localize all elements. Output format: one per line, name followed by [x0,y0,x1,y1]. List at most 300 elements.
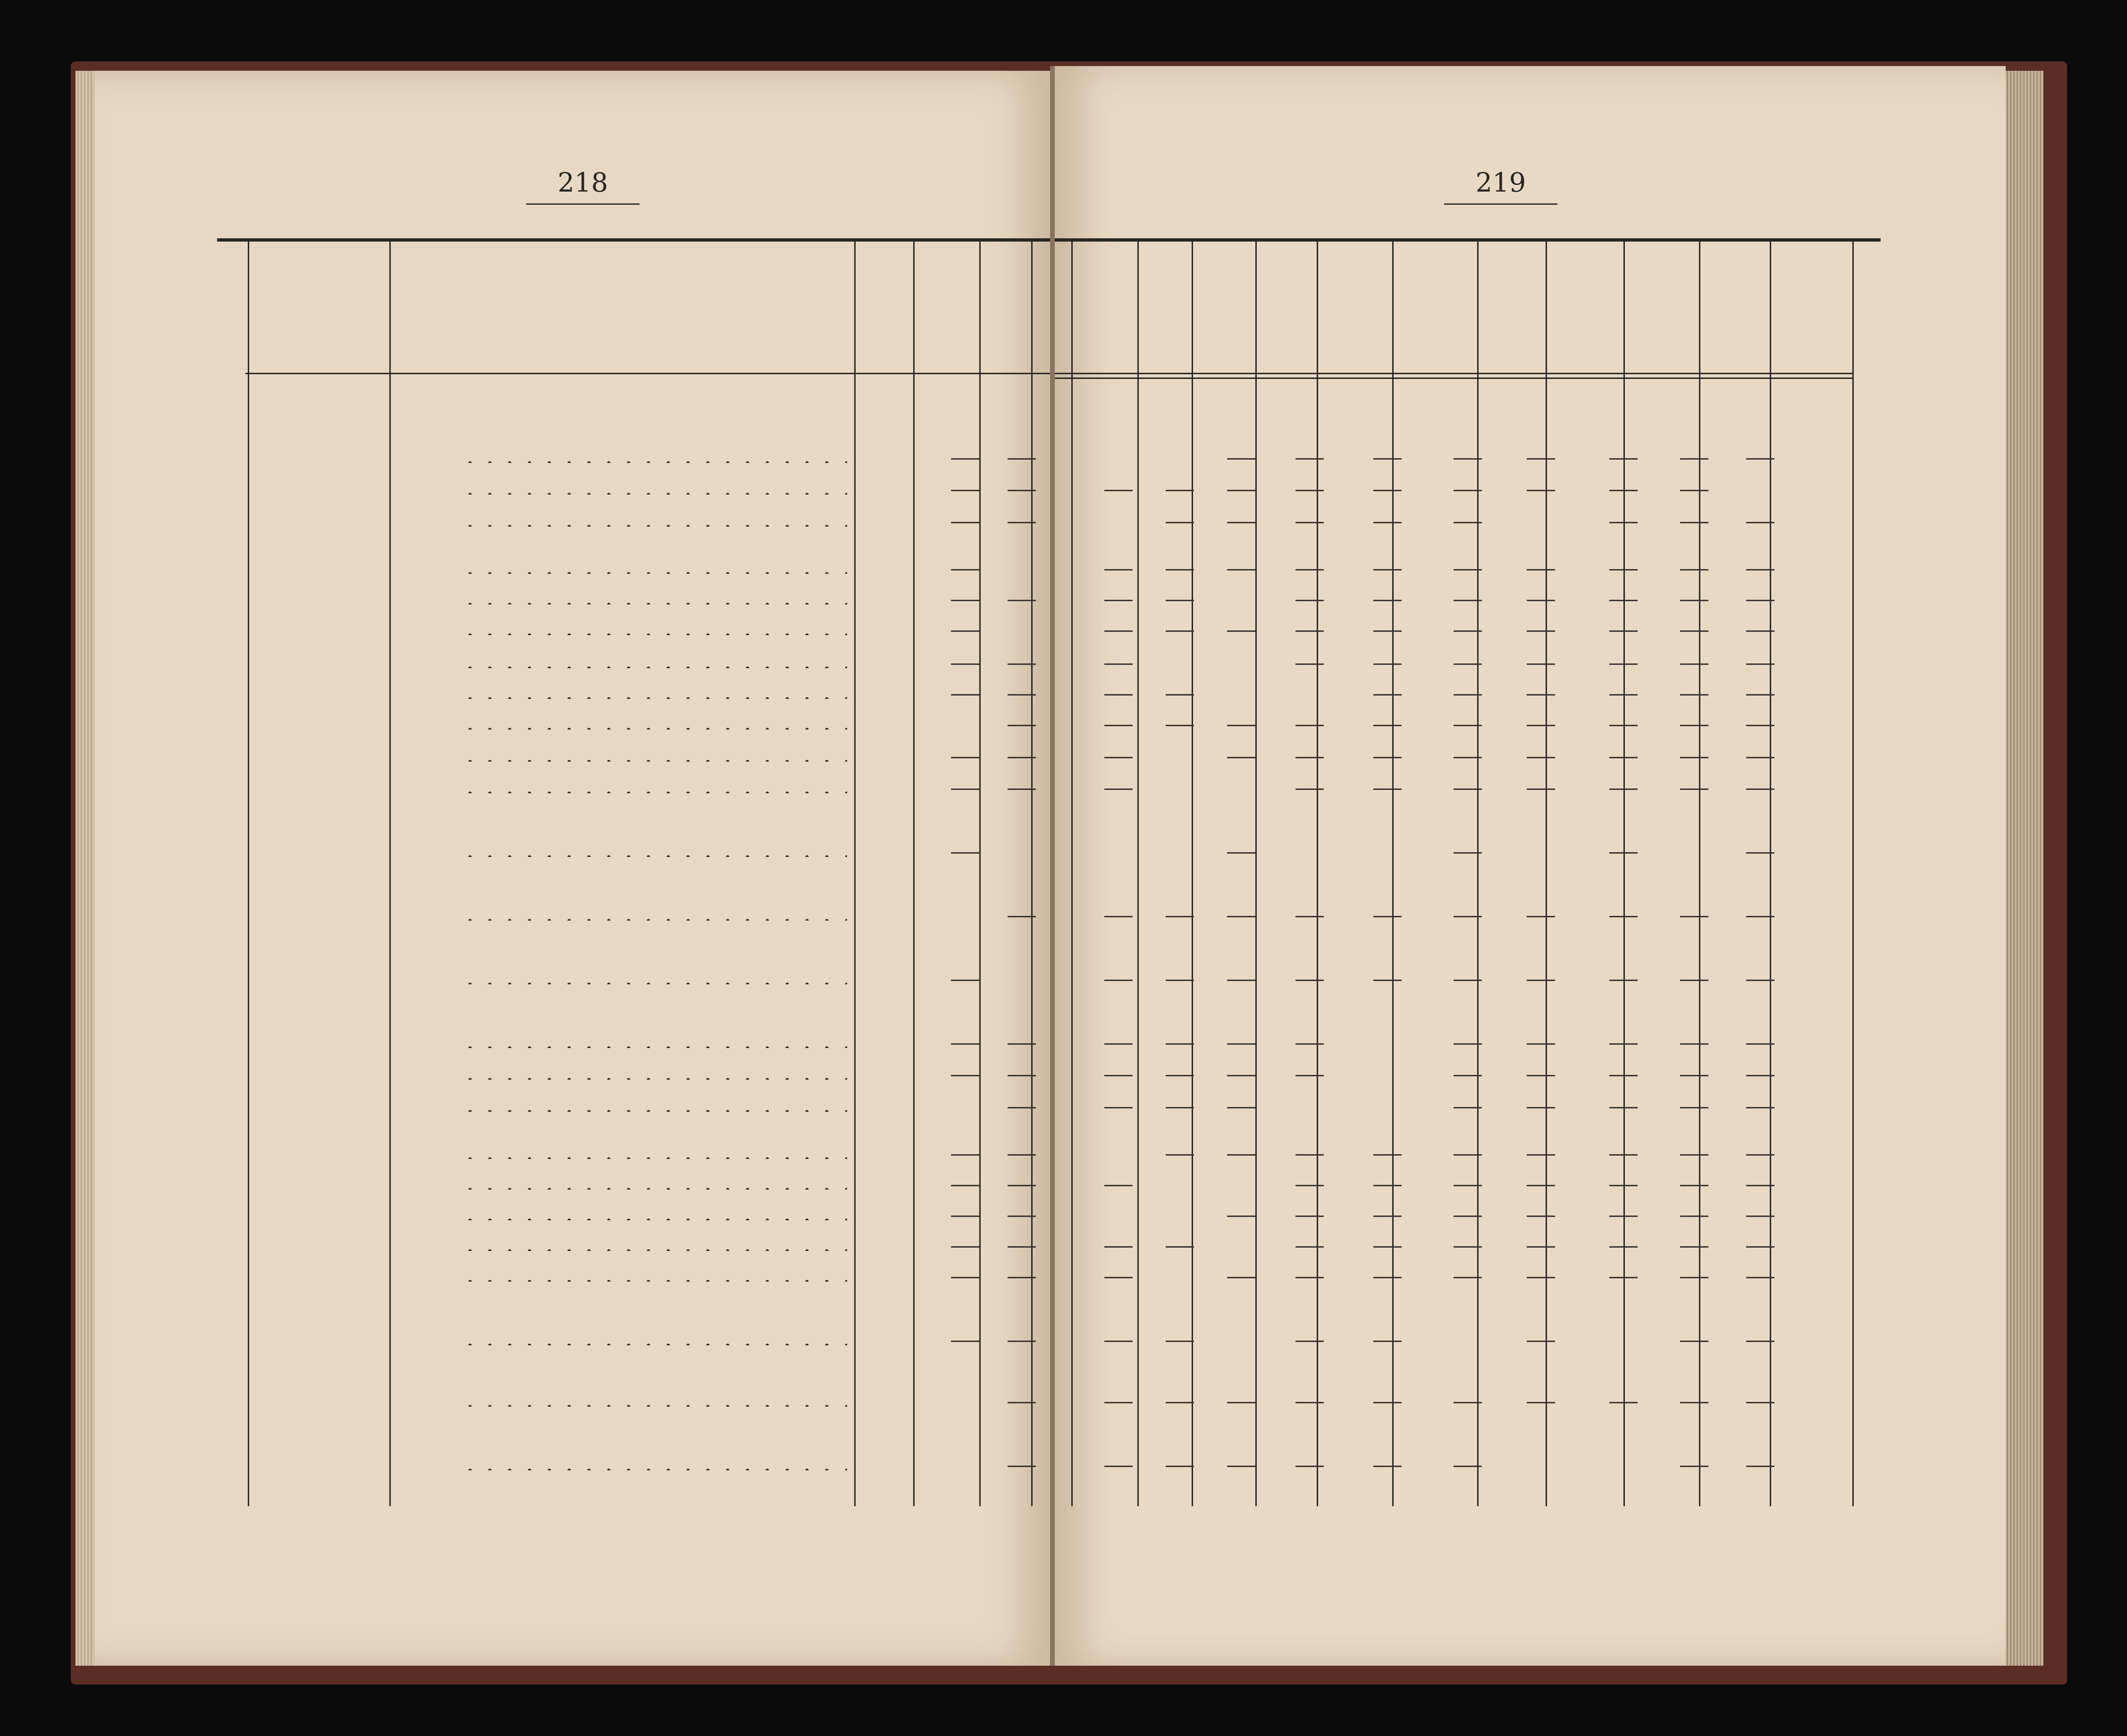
empty-cell-dash [1227,1075,1255,1076]
empty-cell-dash [1373,1341,1402,1342]
empty-cell-dash [1746,1107,1774,1108]
empty-cell-dash [951,757,979,758]
empty-cell-dash [1008,788,1036,790]
empty-cell-dash [1454,788,1482,790]
empty-cell-dash [1680,1216,1708,1217]
empty-cell-dash [1746,1341,1774,1342]
empty-cell-dash [1008,1075,1036,1076]
column-line-right-0 [1071,242,1073,1506]
empty-cell-dash [1008,1154,1036,1156]
empty-cell-dash [1104,788,1133,790]
empty-cell-dash [1227,1402,1255,1403]
month-header-12 [1725,278,1744,368]
empty-cell-dash [951,694,979,696]
empty-cell-dash [1680,600,1708,601]
empty-cell-dash [951,490,979,491]
empty-cell-dash [1680,694,1708,696]
empty-cell-dash [1227,1466,1255,1467]
month-header-2 [996,278,1015,368]
leader-dots [460,1110,847,1112]
empty-cell-dash [1295,1075,1324,1076]
empty-cell-dash [1527,1043,1555,1045]
leader-dots [460,1405,847,1407]
empty-cell-dash [951,788,979,790]
empty-cell-dash [1104,1185,1133,1186]
empty-cell-dash [951,980,979,981]
empty-cell-dash [1609,1043,1638,1045]
empty-cell-dash [1166,630,1194,632]
empty-cell-dash [1104,1246,1133,1248]
empty-cell-dash [1454,663,1482,665]
empty-cell-dash [1680,569,1708,570]
empty-cell-dash [1166,694,1194,696]
empty-cell-dash [1166,916,1194,917]
empty-cell-dash [951,1154,979,1156]
empty-cell-dash [1373,458,1402,460]
empty-cell-dash [1295,1154,1324,1156]
month-header-9 [1502,278,1521,368]
empty-cell-dash [1527,980,1555,981]
empty-cell-dash [1166,1341,1194,1342]
header-bottom-rule2-right [1055,377,1852,379]
empty-cell-dash [1008,694,1036,696]
empty-cell-dash [1454,852,1482,854]
empty-cell-dash [1746,757,1774,758]
empty-cell-dash [1104,1466,1133,1467]
empty-cell-dash [1680,1246,1708,1248]
empty-cell-dash [1008,458,1036,460]
leader-dots [460,1468,847,1470]
empty-cell-dash [1527,916,1555,917]
empty-cell-dash [1746,725,1774,726]
empty-cell-dash [1609,980,1638,981]
column-line-right-8 [1623,242,1625,1506]
empty-cell-dash [1609,569,1638,570]
empty-cell-dash [1527,1154,1555,1156]
leader-dots [460,461,847,463]
empty-cell-dash [1746,916,1774,917]
empty-cell-dash [1609,1246,1638,1248]
empty-cell-dash [1680,1402,1708,1403]
leader-dots [460,919,847,921]
leader-dots [460,572,847,574]
empty-cell-dash [1295,1277,1324,1278]
table-top-rule-right [1055,238,1881,242]
empty-cell-dash [1166,522,1194,523]
empty-cell-dash [1373,694,1402,696]
empty-cell-dash [1227,1216,1255,1217]
empty-cell-dash [1527,1216,1555,1217]
empty-cell-dash [1295,1185,1324,1186]
empty-cell-dash [1680,1277,1708,1278]
column-line-left-4 [979,242,981,1506]
empty-cell-dash [1008,490,1036,491]
empty-cell-dash [1454,1075,1482,1076]
empty-cell-dash [1609,757,1638,758]
empty-cell-dash [1373,980,1402,981]
empty-cell-dash [1373,1246,1402,1248]
empty-cell-dash [1373,569,1402,570]
empty-cell-dash [1609,1277,1638,1278]
empty-cell-dash [1527,725,1555,726]
leader-dots [460,633,847,635]
empty-cell-dash [951,1216,979,1217]
empty-cell-dash [1454,1216,1482,1217]
empty-cell-dash [951,1075,979,1076]
empty-cell-dash [1166,600,1194,601]
empty-cell-dash [1454,725,1482,726]
empty-cell-dash [1454,458,1482,460]
month-header-4 [1155,278,1174,368]
empty-cell-dash [1609,1075,1638,1076]
column-line-right-3 [1255,242,1257,1506]
empty-cell-dash [1008,916,1036,917]
empty-cell-dash [1104,1107,1133,1108]
empty-cell-dash [1746,694,1774,696]
empty-cell-dash [951,600,979,601]
empty-cell-dash [1609,663,1638,665]
empty-cell-dash [951,1277,979,1278]
empty-cell-dash [1373,1216,1402,1217]
page-number-left: 218 [526,168,639,198]
empty-cell-dash [1746,1216,1774,1217]
empty-cell-dash [1295,757,1324,758]
total-column-line [1852,242,1854,1506]
empty-cell-dash [1527,1402,1555,1403]
leader-dots [460,525,847,527]
empty-cell-dash [1166,1466,1194,1467]
empty-cell-dash [1373,1154,1402,1156]
empty-cell-dash [1373,1466,1402,1467]
month-header-7 [1345,278,1364,368]
empty-cell-dash [1104,1341,1133,1342]
column-line-right-5 [1392,242,1394,1506]
empty-cell-dash [1008,1277,1036,1278]
leader-dots [460,1218,847,1220]
empty-cell-dash [1680,1154,1708,1156]
left-page [94,71,1052,1666]
empty-cell-dash [1295,490,1324,491]
empty-cell-dash [1680,916,1708,917]
empty-cell-dash [1373,916,1402,917]
empty-cell-dash [1295,522,1324,523]
leader-dots [460,1078,847,1080]
leader-dots [460,760,847,762]
empty-cell-dash [1609,522,1638,523]
empty-cell-dash [1454,1246,1482,1248]
column-line-left-3 [913,242,915,1506]
empty-cell-dash [1680,757,1708,758]
empty-cell-dash [1373,1185,1402,1186]
month-header-6 [1277,278,1295,368]
empty-cell-dash [1680,1107,1708,1108]
empty-cell-dash [1008,757,1036,758]
empty-cell-dash [1680,1466,1708,1467]
empty-cell-dash [1680,522,1708,523]
empty-cell-dash [1527,1185,1555,1186]
empty-cell-dash [1454,916,1482,917]
header-bottom-rule-right [1055,373,1852,374]
empty-cell-dash [1373,1402,1402,1403]
empty-cell-dash [1373,663,1402,665]
empty-cell-dash [1680,1075,1708,1076]
empty-cell-dash [1227,1043,1255,1045]
empty-cell-dash [1166,569,1194,570]
empty-cell-dash [1527,788,1555,790]
empty-cell-dash [1227,1107,1255,1108]
month-header-1 [937,278,956,368]
empty-cell-dash [1454,1107,1482,1108]
empty-cell-dash [1166,490,1194,491]
column-line-right-4 [1317,242,1318,1506]
empty-cell-dash [1104,916,1133,917]
empty-cell-dash [1746,1246,1774,1248]
empty-cell-dash [1527,757,1555,758]
empty-cell-dash [951,569,979,570]
empty-cell-dash [1104,630,1133,632]
empty-cell-dash [1680,663,1708,665]
empty-cell-dash [1454,1466,1482,1467]
empty-cell-dash [1746,788,1774,790]
empty-cell-dash [1104,1043,1133,1045]
empty-cell-dash [1104,600,1133,601]
month-header-10 [1575,278,1594,368]
empty-cell-dash [1609,630,1638,632]
empty-cell-dash [1295,1341,1324,1342]
empty-cell-dash [1454,1402,1482,1403]
page-number-right: 219 [1444,168,1557,198]
empty-cell-dash [1227,757,1255,758]
empty-cell-dash [951,458,979,460]
empty-cell-dash [1746,630,1774,632]
empty-cell-dash [1373,522,1402,523]
empty-cell-dash [1746,1043,1774,1045]
empty-cell-dash [1454,630,1482,632]
empty-cell-dash [1746,522,1774,523]
empty-cell-dash [1104,663,1133,665]
empty-cell-dash [1227,490,1255,491]
column-line-right-6 [1477,242,1479,1506]
leader-dots [460,697,847,699]
empty-cell-dash [1680,490,1708,491]
empty-cell-dash [1527,1246,1555,1248]
leader-dots [460,1343,847,1345]
empty-cell-dash [1008,600,1036,601]
empty-cell-dash [1609,1154,1638,1156]
empty-cell-dash [1609,600,1638,601]
leader-dots [460,1157,847,1159]
empty-cell-dash [1104,1075,1133,1076]
empty-cell-dash [1609,1107,1638,1108]
empty-cell-dash [1609,916,1638,917]
empty-cell-dash [1166,725,1194,726]
empty-cell-dash [951,522,979,523]
empty-cell-dash [1373,757,1402,758]
column-line-right-1 [1137,242,1139,1506]
empty-cell-dash [1454,522,1482,523]
column-line-right-7 [1546,242,1547,1506]
empty-cell-dash [1008,1246,1036,1248]
empty-cell-dash [1746,569,1774,570]
empty-cell-dash [1454,694,1482,696]
empty-cell-dash [1166,1107,1194,1108]
empty-cell-dash [1746,980,1774,981]
month-header-11 [1652,278,1671,368]
column-line-left-0 [248,242,249,1506]
month-header-5 [1214,278,1233,368]
empty-cell-dash [1746,1402,1774,1403]
empty-cell-dash [1227,916,1255,917]
empty-cell-dash [1680,458,1708,460]
leader-dots [460,1188,847,1190]
empty-cell-dash [1527,663,1555,665]
empty-cell-dash [1104,757,1133,758]
empty-cell-dash [951,630,979,632]
empty-cell-dash [1295,458,1324,460]
leader-dots [460,1249,847,1251]
empty-cell-dash [1008,1402,1036,1403]
empty-cell-dash [1454,1185,1482,1186]
empty-cell-dash [1609,788,1638,790]
empty-cell-dash [1295,1466,1324,1467]
empty-cell-dash [951,852,979,854]
header-bottom-rule-left [245,373,1050,374]
empty-cell-dash [1104,1277,1133,1278]
empty-cell-dash [951,1341,979,1342]
empty-cell-dash [1746,600,1774,601]
empty-cell-dash [1166,1075,1194,1076]
empty-cell-dash [951,1246,979,1248]
empty-cell-dash [1454,600,1482,601]
empty-cell-dash [1746,1154,1774,1156]
empty-cell-dash [1227,458,1255,460]
empty-cell-dash [1609,1216,1638,1217]
leader-dots [460,1280,847,1282]
column-line-left-2 [854,242,856,1506]
empty-cell-dash [1295,663,1324,665]
empty-cell-dash [1104,569,1133,570]
empty-cell-dash [1227,980,1255,981]
empty-cell-dash [1527,630,1555,632]
empty-cell-dash [1295,1216,1324,1217]
empty-cell-dash [1609,694,1638,696]
empty-cell-dash [951,663,979,665]
empty-cell-dash [1295,1246,1324,1248]
empty-cell-dash [1227,852,1255,854]
empty-cell-dash [1373,600,1402,601]
month-header-8 [1425,278,1444,368]
empty-cell-dash [1454,757,1482,758]
leader-dots [460,603,847,604]
empty-cell-dash [1746,1277,1774,1278]
empty-cell-dash [1609,490,1638,491]
empty-cell-dash [1746,458,1774,460]
empty-cell-dash [1227,630,1255,632]
empty-cell-dash [1227,1277,1255,1278]
leader-dots [460,791,847,793]
column-line-left-5 [1031,242,1033,1506]
empty-cell-dash [1373,788,1402,790]
empty-cell-dash [1454,1043,1482,1045]
empty-cell-dash [1373,1277,1402,1278]
empty-cell-dash [1295,1043,1324,1045]
empty-cell-dash [1008,1341,1036,1342]
empty-cell-dash [951,1043,979,1045]
empty-cell-dash [1527,1107,1555,1108]
month-header-3 [1095,278,1114,368]
empty-cell-dash [1746,1185,1774,1186]
column-line-right-10 [1770,242,1771,1506]
empty-cell-dash [1008,1107,1036,1108]
empty-cell-dash [1008,522,1036,523]
empty-cell-dash [1008,1466,1036,1467]
empty-cell-dash [1373,490,1402,491]
empty-cell-dash [1104,1402,1133,1403]
empty-cell-dash [1008,663,1036,665]
empty-cell-dash [1295,569,1324,570]
empty-cell-dash [1527,600,1555,601]
right-page [1052,66,2006,1666]
empty-cell-dash [1527,569,1555,570]
leader-dots [460,493,847,495]
empty-cell-dash [1746,1466,1774,1467]
leader-dots [460,728,847,730]
empty-cell-dash [1166,1402,1194,1403]
empty-cell-dash [1746,663,1774,665]
empty-cell-dash [1373,630,1402,632]
empty-cell-dash [1295,916,1324,917]
empty-cell-dash [1609,1402,1638,1403]
empty-cell-dash [1295,788,1324,790]
empty-cell-dash [1527,694,1555,696]
empty-cell-dash [1227,522,1255,523]
empty-cell-dash [1680,980,1708,981]
empty-cell-dash [1454,1154,1482,1156]
empty-cell-dash [1166,1246,1194,1248]
empty-cell-dash [1104,725,1133,726]
empty-cell-dash [1746,1075,1774,1076]
leader-dots [460,982,847,984]
empty-cell-dash [1454,490,1482,491]
empty-cell-dash [1609,1185,1638,1186]
empty-cell-dash [1454,569,1482,570]
empty-cell-dash [1295,725,1324,726]
leader-dots [460,666,847,668]
empty-cell-dash [1104,980,1133,981]
empty-cell-dash [1227,569,1255,570]
empty-cell-dash [1295,1402,1324,1403]
empty-cell-dash [1609,852,1638,854]
empty-cell-dash [1609,458,1638,460]
empty-cell-dash [1680,1043,1708,1045]
empty-cell-dash [1680,725,1708,726]
empty-cell-dash [1527,1277,1555,1278]
column-line-left-1 [389,242,391,1506]
empty-cell-dash [1227,725,1255,726]
empty-cell-dash [1454,1277,1482,1278]
leader-dots [460,1046,847,1048]
empty-cell-dash [1527,490,1555,491]
empty-cell-dash [1295,630,1324,632]
leader-dots [460,855,847,857]
empty-cell-dash [1227,1154,1255,1156]
empty-cell-dash [1008,1185,1036,1186]
empty-cell-dash [1527,458,1555,460]
book-gutter [1050,66,1055,1666]
empty-cell-dash [1008,725,1036,726]
empty-cell-dash [1680,788,1708,790]
empty-cell-dash [1746,852,1774,854]
